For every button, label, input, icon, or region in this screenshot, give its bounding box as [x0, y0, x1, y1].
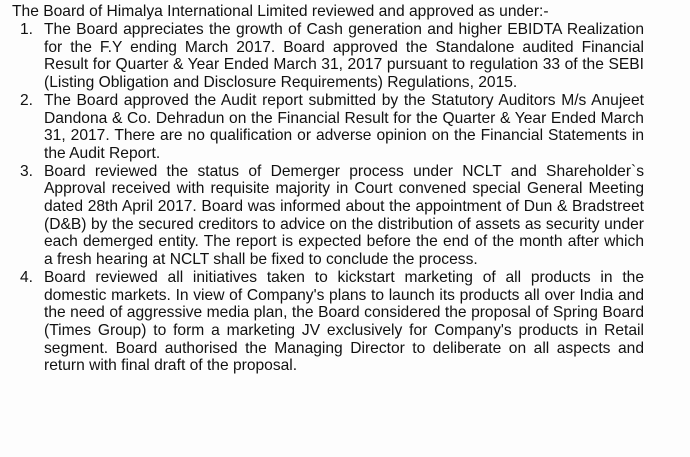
item-number: 1.: [20, 21, 34, 38]
resolution-list: [0, 21, 644, 375]
list-item: [0, 92, 644, 163]
item-text: Board reviewed the status of Demerger process under NCLT and Shareholder`s Approval received with requisite majority in Court convened special General Meeting dated 28th April 2017. Board was informed about the appointment of Dun & Bradstreet (D&B) by the secured creditors to advice on the distribution of assets as security under each demerged entity. The report is expected before the end of the month after which a fresh hearing at NCLT shall be fixed to conclude the process.: [44, 162, 644, 269]
item-number: 2.: [20, 91, 34, 109]
item-text: The Board appreciates the growth of Cash generation and higher EBIDTA Realization for the F.Y ending March 2017. Board approved the Standalone audited Financial Result for Quarter & Year Ended March 31, 2017 pursuant to regulation 33 of the SEBI (Listing Obligation and Disclosure Requirements) Regulations, 2015.: [44, 21, 644, 92]
item-number: 4.: [20, 268, 34, 286]
list-item: [0, 163, 644, 269]
item-text: Board reviewed all initiatives taken to kickstart marketing of all products in the domestic markets. In view of Company's plans to launch its products all over India and the need of aggressive media plan, the Board considered the proposal of Spring Board (Times Group) to form a marketing JV exclusively for Company's products in Retail segment. Board authorised the Managing Director to deliberate on all aspects and return with final draft of the proposal.: [44, 268, 644, 375]
item-text: The Board approved the Audit report submitted by the Statutory Auditors M/s Anujeet Dandona & Co. Dehradun on the Financial Result for the Quarter & Year Ended March 31, 2017. There are no qualification or adverse opinion on the Financial Statements in the Audit Report.: [44, 91, 644, 162]
list-item: [0, 269, 644, 375]
intro-text: The Board of Himalya International Limited reviewed and approved as under:-: [12, 3, 549, 20]
list-item: [0, 21, 644, 92]
item-number: 3.: [20, 162, 34, 180]
